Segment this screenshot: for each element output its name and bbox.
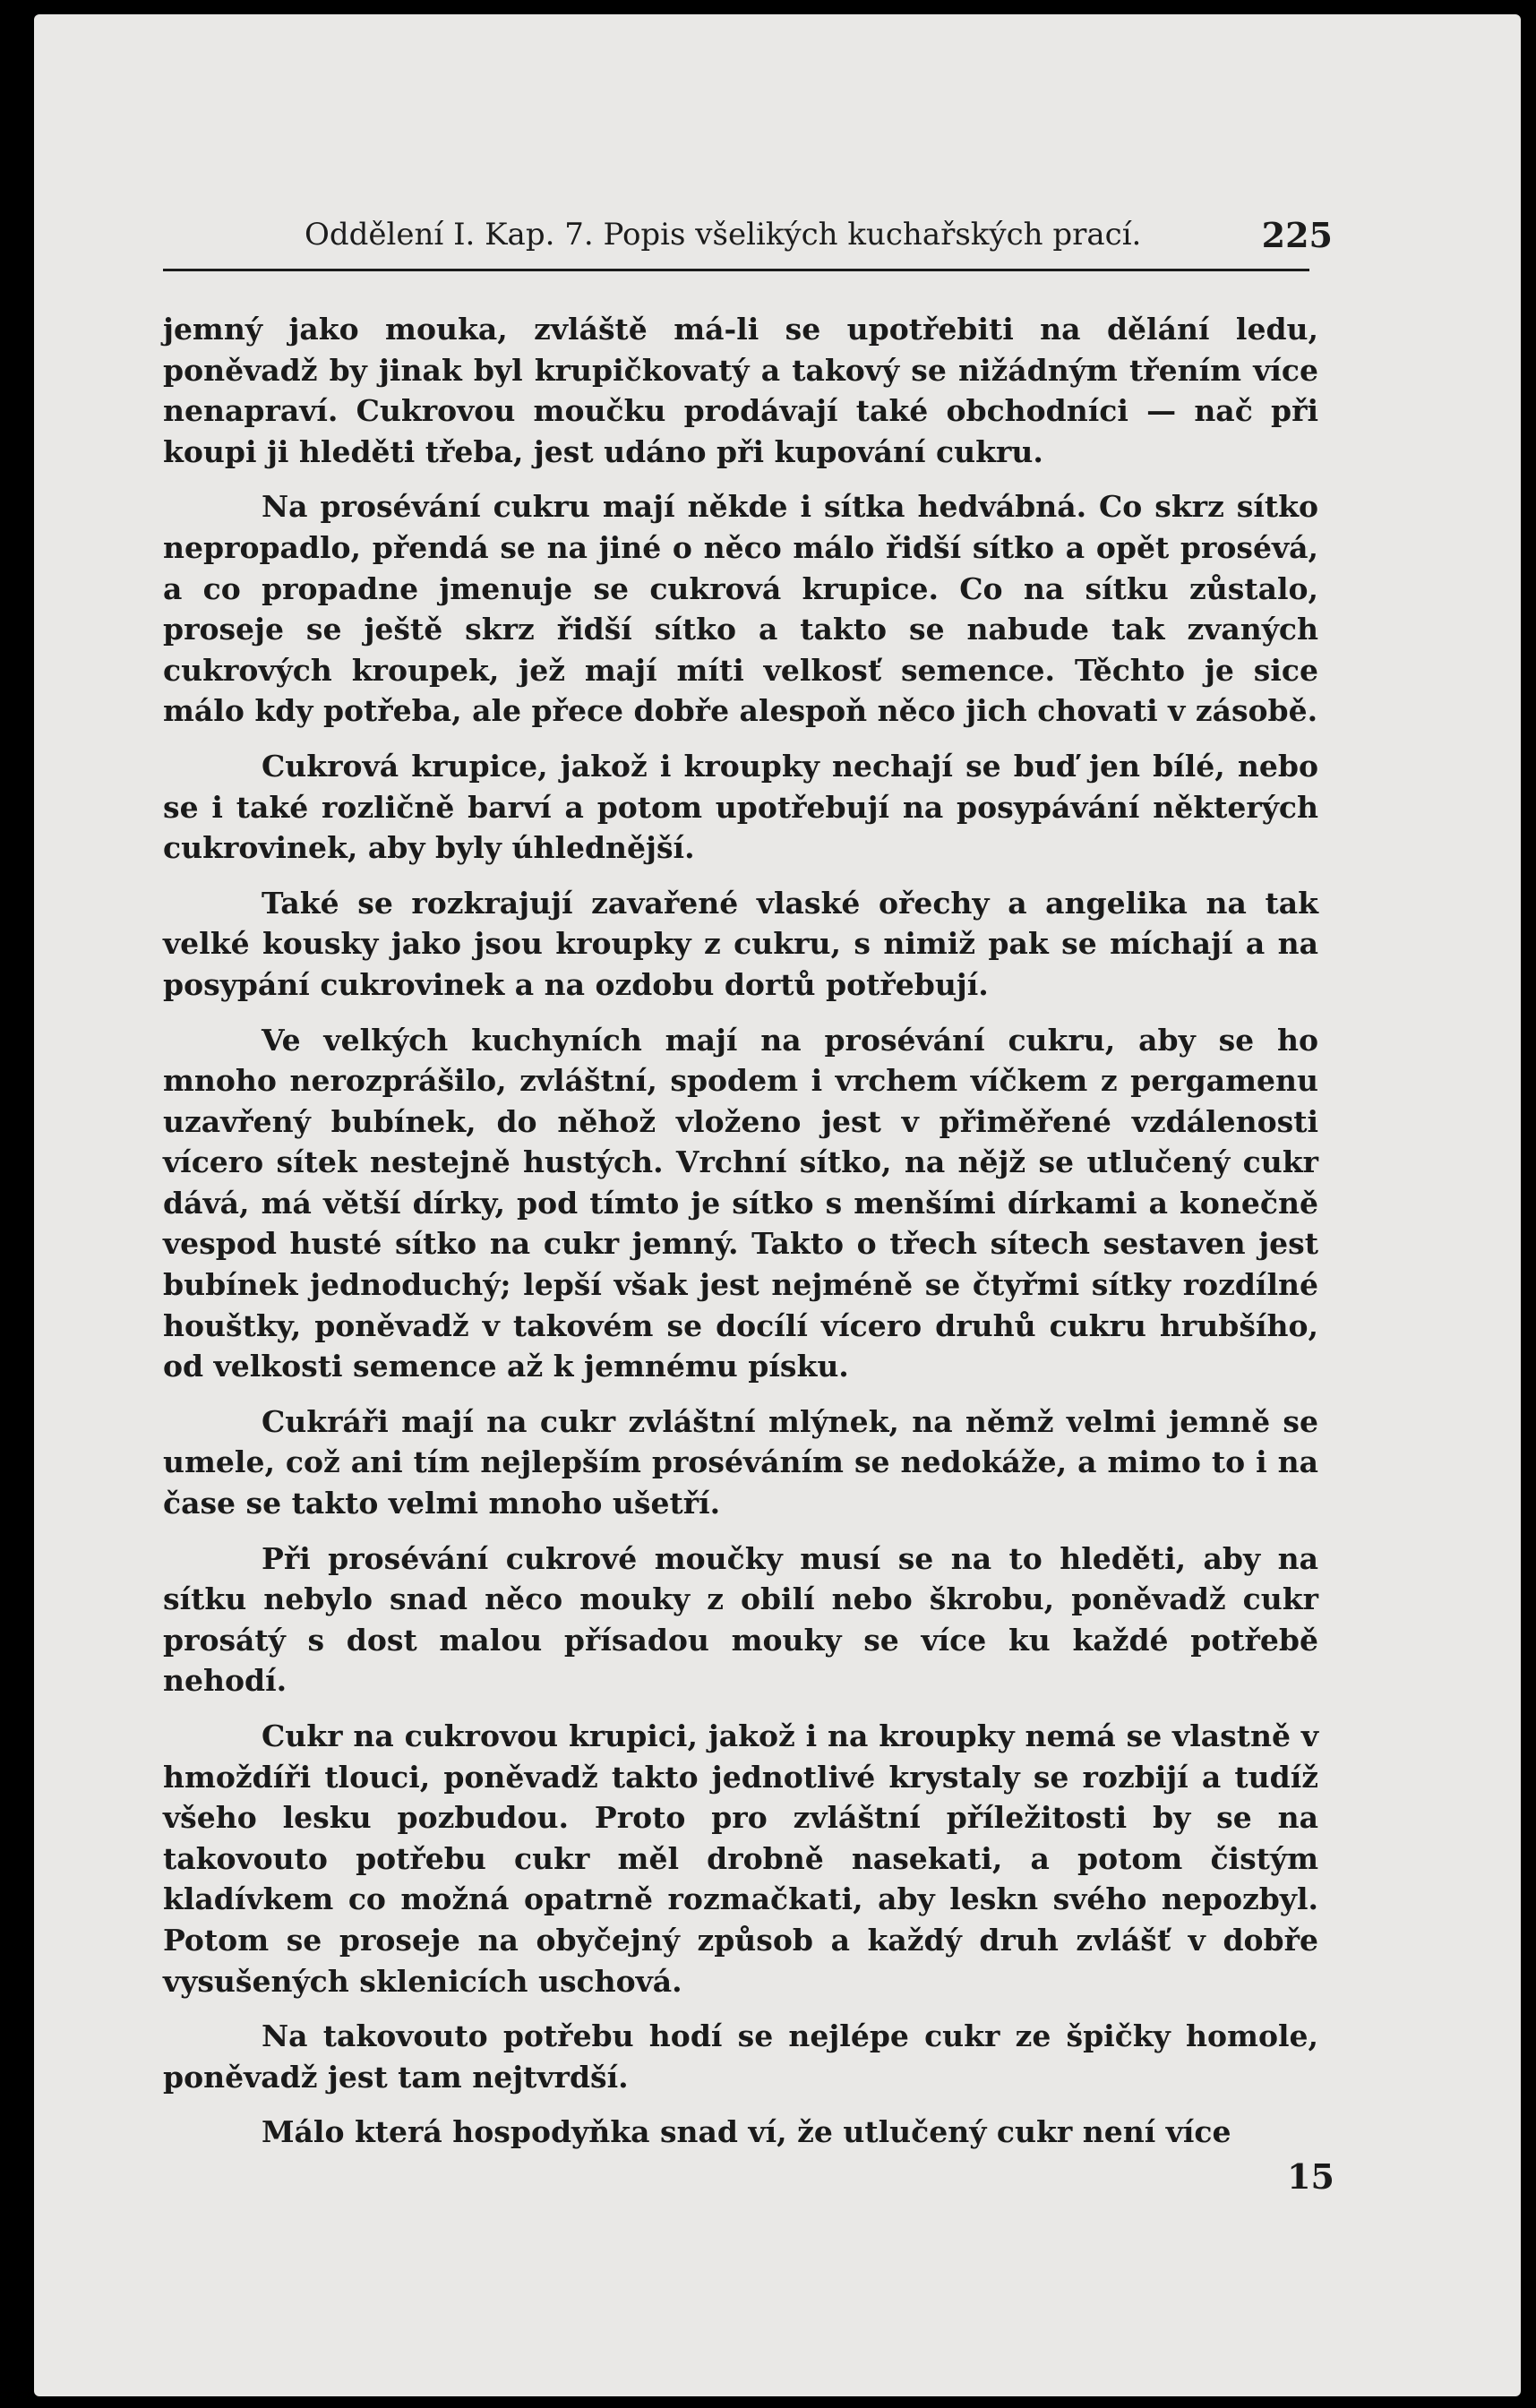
paragraph: Málo která hospodyňka snad ví, že utlučený cukr není více bbox=[262, 2114, 1231, 2150]
paragraph: Cukráři mají na cukr zvláštní mlýnek, na němž velmi jemně se umele, což ani tím nejlepším proséváním se nedokáže, a mimo to i na čase se takto velmi mnoho ušetří. bbox=[163, 1403, 1318, 1521]
paragraph: Cukr na cukrovou krupici, jakož i na kroupky nemá se vlastně v hmoždíři tlouci, poněvadž takto jednotlivé krystaly se rozbijí a tudíž všeho lesku pozbudou. Proto pro zvláštní příležitosti by se na takovouto potřebu cukr měl drobně nasekati, a potom čistým kladívkem co možná opatrně rozmačkati, aby leskn svého nepozbyl. Potom se proseje na obyčejný způsob a každý druh zvlášť v dobře vysušených sklenicích uschová. bbox=[163, 1718, 1318, 1999]
signature-mark: 15 bbox=[1287, 2156, 1334, 2197]
paragraph: Cukrová krupice, jakož i kroupky nechají se buď jen bílé, nebo se i také rozličně barví a potom upotřebují na posypávání některých cukrovinek, aby byly úhlednější. bbox=[163, 748, 1318, 866]
header-title: Oddělení I. Kap. 7. Popis všelikých kuchařských prací. bbox=[305, 217, 1142, 253]
paragraph: Na prosévání cukru mají někde i sítka hedvábná. Co skrz sítko nepropadlo, přendá se na jiné o něco málo řidší sítko a opět prosévá, a co propadne jmenuje se cukrová krupice. Co na sítku zůstalo, proseje se ještě skrz řidší sítko a takto se nabude tak zvaných cukrových kroupek, jež mají míti velkosť semence. Těchto je sice málo kdy potřeba, ale přece dobře alespoň něco jich chovati v zásobě. bbox=[163, 489, 1318, 729]
body-text bbox=[163, 309, 1318, 2167]
paragraph: Při prosévání cukrové moučky musí se na to hleděti, aby na sítku nebylo snad něco mouky z obilí nebo škrobu, poněvadž cukr prosátý s dost malou přísadou mouky se více ku každé potřebě nehodí. bbox=[163, 1540, 1318, 1699]
paragraph: Na takovouto potřebu hodí se nejlépe cukr ze špičky homole, poněvadž jest tam nejtvrdší. bbox=[163, 2018, 1318, 2095]
paragraph: Ve velkých kuchyních mají na prosévání cukru, aby se ho mnoho nerozprášilo, zvláštní, spodem i vrchem víčkem z pergamenu uzavřený bubínek, do něhož vloženo jest v přiměřené vzdálenosti vícero sítek nestejně hustých. Vrchní sítko, na nějž se utlučený cukr dává, má větší dírky, pod tímto je sítko s menšími dírkami a konečně vespod husté sítko na cukr jemný. Takto o třech sítech sestaven jest bubínek jednoduchý; lepší však jest nejméně se čtyřmi sítky rozdílné houštky, poněvadž v takovém se docílí vícero druhů cukru hrubšího, od velkosti semence až k jemnému písku. bbox=[163, 1022, 1318, 1384]
page-number: 225 bbox=[1261, 215, 1333, 255]
paragraph: jemný jako mouka, zvláště má-li se upotřebiti na dělání ledu, poněvadž by jinak byl krupičkovatý a takový se nižádným třením více nenapraví. Cukrovou moučku prodávají také obchodníci — nač při koupi ji hleděti třeba, jest udáno při kupování cukru. bbox=[163, 312, 1318, 469]
running-header bbox=[305, 208, 1333, 261]
header-rule bbox=[163, 269, 1309, 271]
paragraph: Také se rozkrajují zavařené vlaské ořechy a angelika na tak velké kousky jako jsou kroupky z cukru, s nimiž pak se míchají a na posypání cukrovinek a na ozdobu dortů potřebují. bbox=[163, 885, 1318, 1002]
